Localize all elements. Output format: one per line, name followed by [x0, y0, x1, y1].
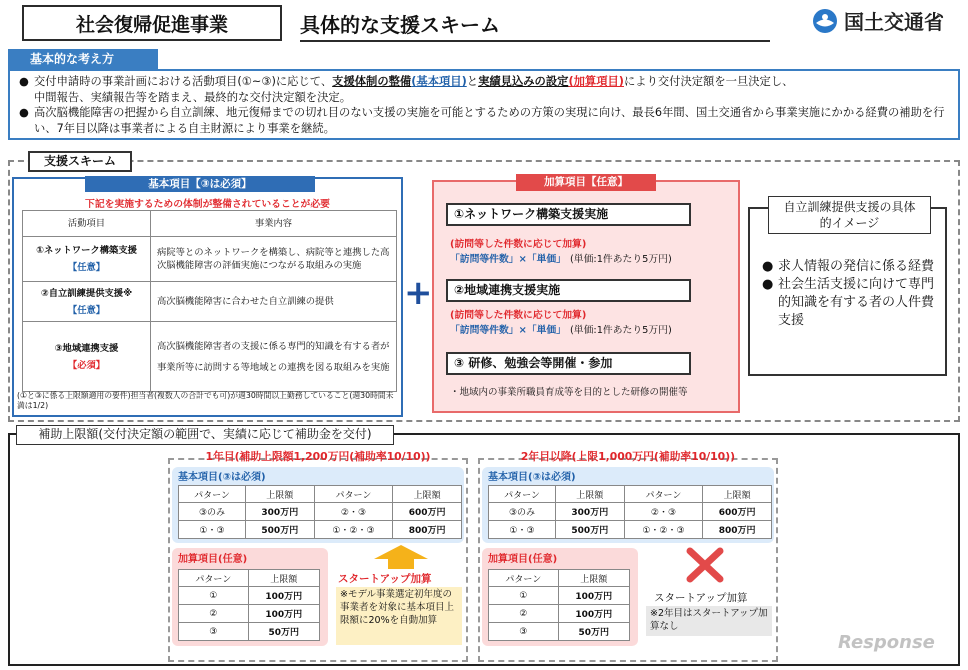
year1-startup-note: ※モデル事業選定初年度の事業者を対象に基本項目上限額に20%を自動加算: [336, 587, 462, 645]
table-row: ③ 50万円: [489, 623, 630, 641]
year2-startup-label: スタートアップ加算: [654, 592, 748, 604]
page-title: 具体的な支援スキーム: [300, 13, 500, 37]
header-divider: [300, 40, 770, 42]
image-list: [762, 258, 942, 330]
year2-add-table: パターン 上限額 ① 100万円 ② 100万円 ③ 50万円: [488, 569, 630, 641]
basic-heading-tab: [8, 49, 158, 69]
year1-add-table: パターン 上限額 ① 100万円 ② 100万円 ③ 50万円: [178, 569, 320, 641]
add-item-3: ③ 研修、勉強会等開催・参加: [446, 352, 691, 375]
table-row: ② 100万円: [179, 605, 320, 623]
basic-panel: [8, 69, 960, 140]
year2-startup-note: ※2年目はスタートアップ加算なし: [646, 606, 772, 636]
base-items-table: [22, 210, 397, 392]
add-item-2-formula: 「訪問等件数」×「単価」 (単価:1件あたり5万円): [450, 325, 672, 336]
basic-bullet-1: ● 交付申請時の事業計画における活動項目(①~③)に応じて、支援体制の整備(基本項目)と実績見込みの設定(加算項目)により交付決定額を一旦決定し、 中間報告、実績報告等を踏まえ、最終的な交付決定額を決定。: [19, 75, 794, 104]
limit-label: 補助上限額(交付決定額の範囲で、実績に応じて補助金を交付): [16, 425, 394, 445]
table-row: ③のみ 300万円 ②・③ 600万円: [179, 503, 462, 521]
ministry-name: 国土交通省: [844, 10, 944, 34]
scheme-label: 支援スキーム: [28, 151, 132, 172]
year2-add-label: 加算項目(任意): [488, 554, 558, 565]
table-row: ②自立訓練提供支援※ 【任意】 高次脳機能障害に合わせた自立訓練の提供: [23, 282, 397, 322]
table-row: ③地域連携支援 【必須】 高次脳機能障害者の支援に係る専門的知識を有する者が事業所等に訪問する等地域との連携を図る取組みを実施: [23, 322, 397, 392]
year2-title: 2年目以降(上限1,000万円(補助率10/10)): [520, 450, 736, 463]
add-item-2-cond: (訪問等した件数に応じて加算): [450, 310, 587, 321]
year1-title: 1年目(補助上限額1,200万円(補助率10/10)): [205, 450, 431, 463]
ministry-logo: [812, 6, 944, 35]
base-items-note: 下記を実施するための体制が整備されていることが必要: [85, 199, 330, 210]
base-items-title: 基本項目【③は必須】: [85, 176, 315, 192]
program-title: 社会復帰促進事業: [75, 13, 228, 36]
year1-basic-table: パターン 上限額 パターン 上限額 ③のみ 300万円 ②・③ 600万円 ①・③ 500万円 ①・②・③ 800万円: [178, 485, 462, 539]
image-title: 自立訓練提供支援の具体的イメージ: [768, 196, 931, 234]
table-row: ② 100万円: [489, 605, 630, 623]
year1-basic-label: 基本項目(③は必須): [178, 472, 266, 483]
table-row: ① 100万円: [179, 587, 320, 605]
table-row: ①・③ 500万円 ①・②・③ 800万円: [489, 521, 772, 539]
add-item-3-note: ・地域内の事業所職員育成等を目的とした研修の開催等: [450, 387, 688, 398]
add-item-1: ①ネットワーク構築支援実施: [446, 203, 691, 226]
basic-heading: 基本的な考え方: [30, 52, 115, 66]
table-row: ③のみ 300万円 ②・③ 600万円: [489, 503, 772, 521]
base-footnote: (①と③に係る上限額適用の要件)担当者(複数人の合計でも可)が週30時間以上勤務していること(週30時間未満は1/2): [17, 391, 394, 410]
table-row: ①・③ 500万円 ①・②・③ 800万円: [179, 521, 462, 539]
mlit-logo-icon: [812, 8, 838, 34]
add-item-2: ②地域連携支援実施: [446, 279, 691, 302]
support-structure: 支援体制の整備: [332, 75, 412, 88]
col-content: 事業内容: [151, 211, 397, 237]
list-item: ● 社会生活支援に向けて専門的知識を有する者の人件費支援: [762, 277, 935, 328]
watermark: Response: [838, 632, 935, 653]
table-row: ③ 50万円: [179, 623, 320, 641]
add-item-1-cond: (訪問等した件数に応じて加算): [450, 239, 587, 250]
basic-item-tag: (基本項目): [411, 75, 467, 88]
list-item: ● 求人情報の発信に係る経費: [762, 259, 935, 274]
plus-sign: +: [404, 273, 433, 313]
add-item-tag: (加算項目): [568, 75, 624, 88]
year1-add-label: 加算項目(任意): [178, 554, 248, 565]
target-setting: 実績見込みの設定: [478, 75, 569, 88]
add-items-title: 加算項目【任意】: [516, 174, 656, 191]
col-activity: 活動項目: [23, 211, 151, 237]
table-row: ① 100万円: [489, 587, 630, 605]
add-item-1-formula: 「訪問等件数」×「単価」 (単価:1件あたり5万円): [450, 254, 672, 265]
startup-arrow-icon: [372, 545, 430, 569]
table-row: ①ネットワーク構築支援 【任意】 病院等とのネットワークを構築し、病院等と連携した高次脳機能障害の評価実施につながる取組みの実施: [23, 237, 397, 282]
year2-basic-label: 基本項目(③は必須): [488, 472, 576, 483]
no-startup-cross-icon: [686, 547, 724, 583]
year2-basic-table: パターン 上限額 パターン 上限額 ③のみ 300万円 ②・③ 600万円 ①・③ 500万円 ①・②・③ 800万円: [488, 485, 772, 539]
basic-bullet-2: ● 高次脳機能障害の把握から自立訓練、地元復帰までの切れ目のない支援の実施を可能とするための方策の実現に向け、最長6年間、国土交通省から事業実施にかかる経費の補助を行い、7年目以降は事業者による自主財源により事業を継続。: [19, 106, 945, 135]
program-badge: [22, 5, 282, 41]
year1-startup-label: スタートアップ加算: [338, 573, 432, 585]
